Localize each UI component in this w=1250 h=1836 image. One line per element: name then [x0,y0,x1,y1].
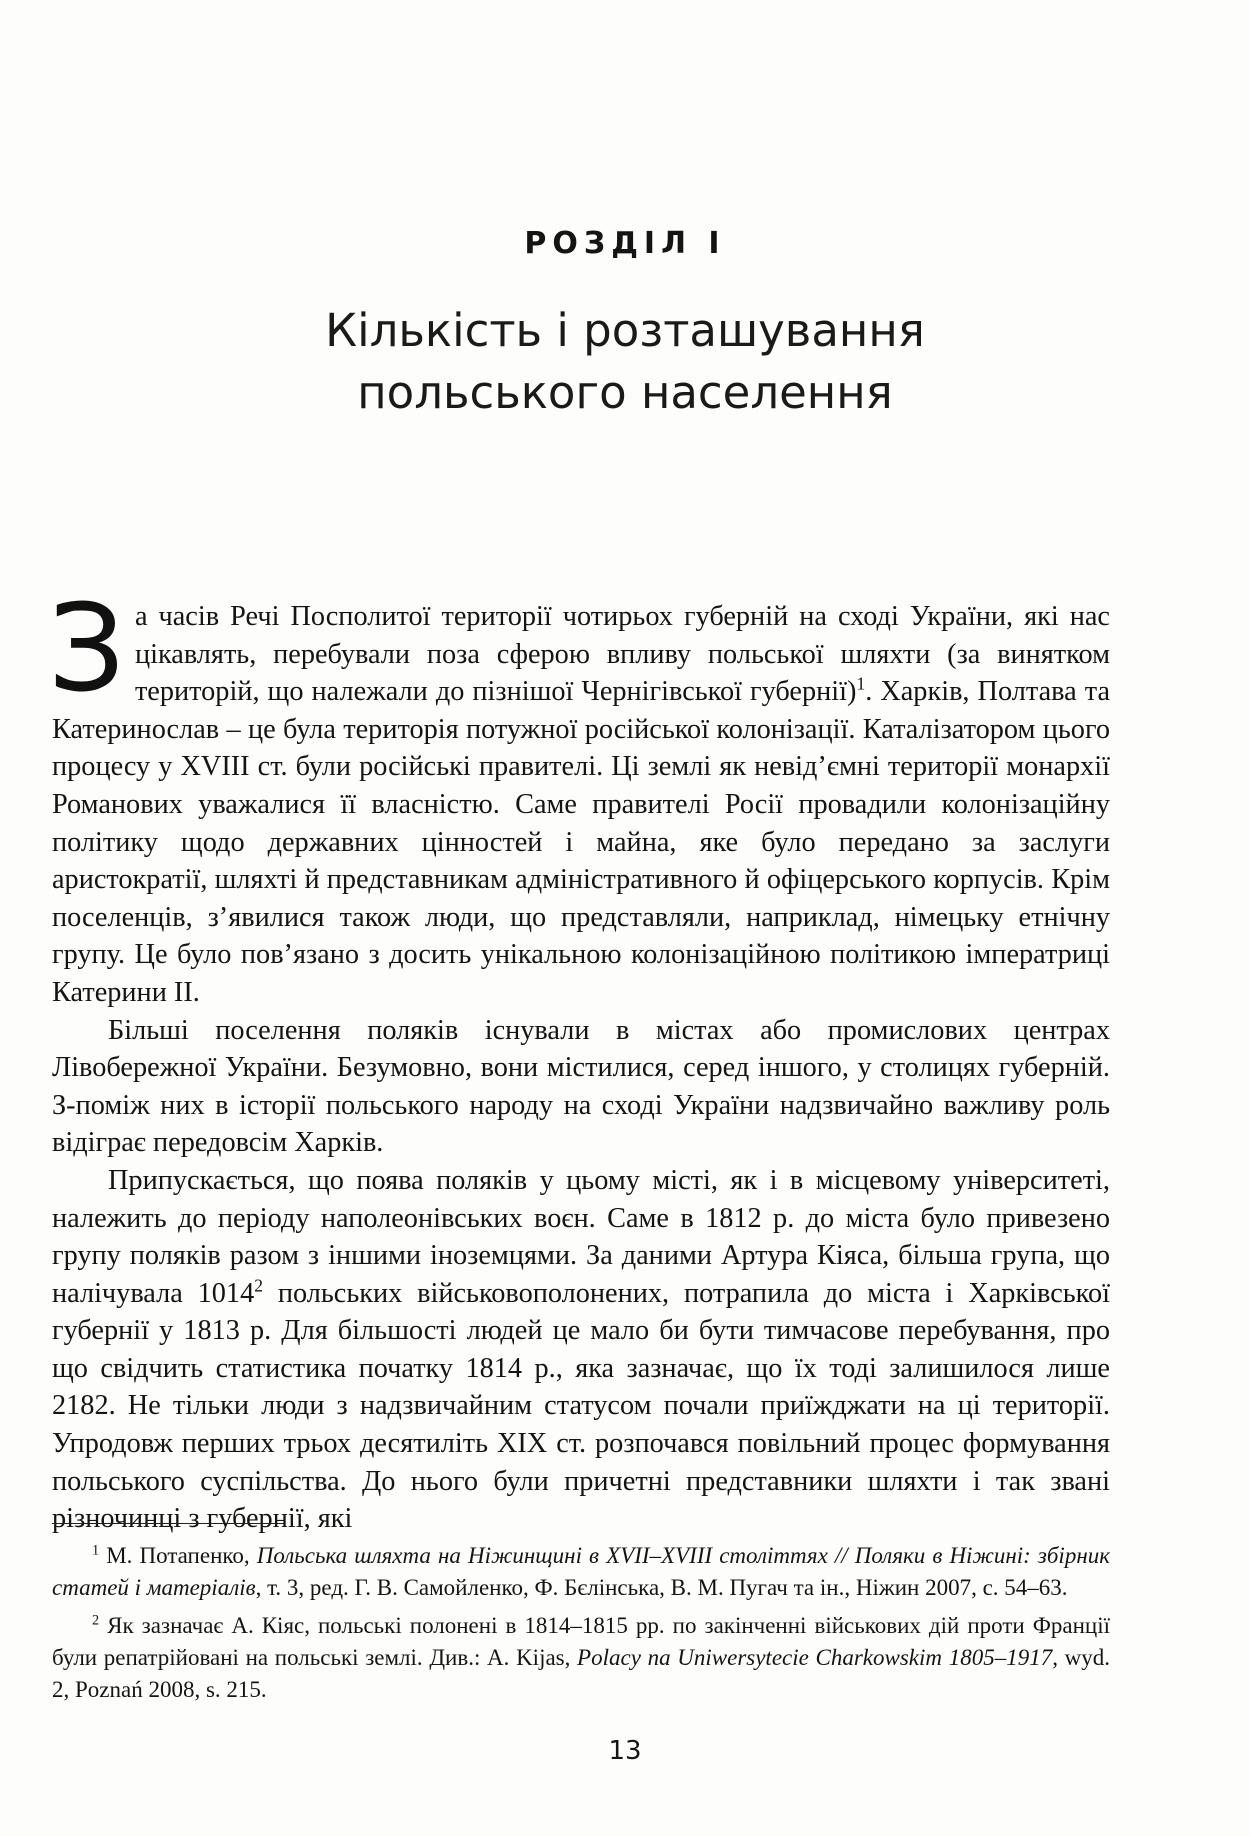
chapter-label: РОЗДІЛ І [524,226,726,261]
footnote-2-text-b: , wyd. 2, Poznań 2008, s. 215. [52,1645,1110,1702]
footnotes [52,1540,1110,1712]
footnote-1 [52,1540,1110,1604]
chapter-title [100,300,1150,424]
paragraph-1 [48,580,1110,1012]
footnote-ref-2[interactable]: 2 [254,1275,263,1296]
footnote-2 [52,1610,1110,1706]
paragraph-2: Більші поселення поляків існували в містах або промислових центрах Лівобережної України. Безумовно, вони містилися, серед іншого, у столицях губерній. З-поміж них в історії польського народу на сході України надзвичайно важливу роль відіграє передовсім Харків. [52,1014,1110,1159]
footnote-1-text-b: , т. 3, ред. Г. В. Самойленко, Ф. Бєлінська, В. М. Пугач та ін., Ніжин 2007, с. 54–63. [255,1575,1068,1600]
drop-cap: З [48,580,125,719]
footnote-1-title: Польська шляхта на Ніжинщині в XVII–XVIII століттях // Поляки в Ніжині: збірник статей і матеріалів [52,1543,1110,1600]
paragraph-3 [52,1162,1110,1538]
footnote-divider [52,1523,284,1524]
footnote-2-text-a: Як зазначає А. Кіяс, польські полонені в 1814–1815 рр. по закінченні військових дій проти Франції були репатрійовані на польські землі. Див.: A. Kijas, [52,1613,1110,1670]
paragraph-3-text-b: польських військовополонених, потрапила до міста і Харківської губернії у 1813 р. Для більшості людей це мало би бути тимчасове перебування, про що свідчить статистика початку 1814 р., яка зазначає, що їх тоді залишилося лише 2182. Не тільки люди з надзвичайним статусом почали приїжджати на ці території. Упродовж перших трьох десятиліть XIX ст. розпочався повільний процес формування польського суспільства. До нього були причетні представники шляхти і так звані різночинці з губернії, які [52,1277,1110,1535]
paragraph-3-text-a: Припускається, що поява поляків у цьому місті, як і в місцевому університеті, належить до періоду наполеонівських воєн. Саме в 1812 р. до міста було привезено групу поляків разом з іншими іноземцями. За даними Артура Кіяса, більша група, що налічувала 1014 [52,1164,1110,1309]
body-text [48,580,1110,1538]
footnote-2-title: Polacy na Uniwersytecie Charkowskim 1805–1917 [577,1645,1053,1670]
footnote-2-number: 2 [92,1612,100,1629]
footnote-ref-1[interactable]: 1 [856,673,866,694]
paragraph-1-text-a: а часів Речі Посполитої території чотирьох губерній на сході України, які нас цікавлять, перебували поза сферою впливу польської шляхти (за винятком територій, що належали до пізнішої Чернігівської губернії) [134,601,1110,708]
page-number: 13 [608,1736,642,1766]
chapter-title-line-2: польського населення [357,366,893,419]
paragraph-1-text-b: . Харків, Полтава та Катеринослав – це була територія потужної російської колонізації. Каталізатором цього процесу у XVIII ст. були російські правителі. Ці землі як невід’ємні території монархії Романових уважалися її власністю. Саме правителі Росії провадили колонізаційну політику щодо державних цінностей і майна, яке було передано за заслуги аристократії, шляхті й представникам адміністративного й офіцерського корпусів. Крім поселенців, з’явилися також люди, що представляли, наприклад, німецьку етнічну групу. Це було пов’язано з досить унікальною колонізаційною політикою імператриці Катерини II. [52,676,1110,1008]
chapter-title-line-1: Кількість і розташування [325,304,925,357]
footnote-1-number: 1 [92,1542,100,1559]
footnote-1-text-a: М. Потапенко, [99,1543,257,1568]
